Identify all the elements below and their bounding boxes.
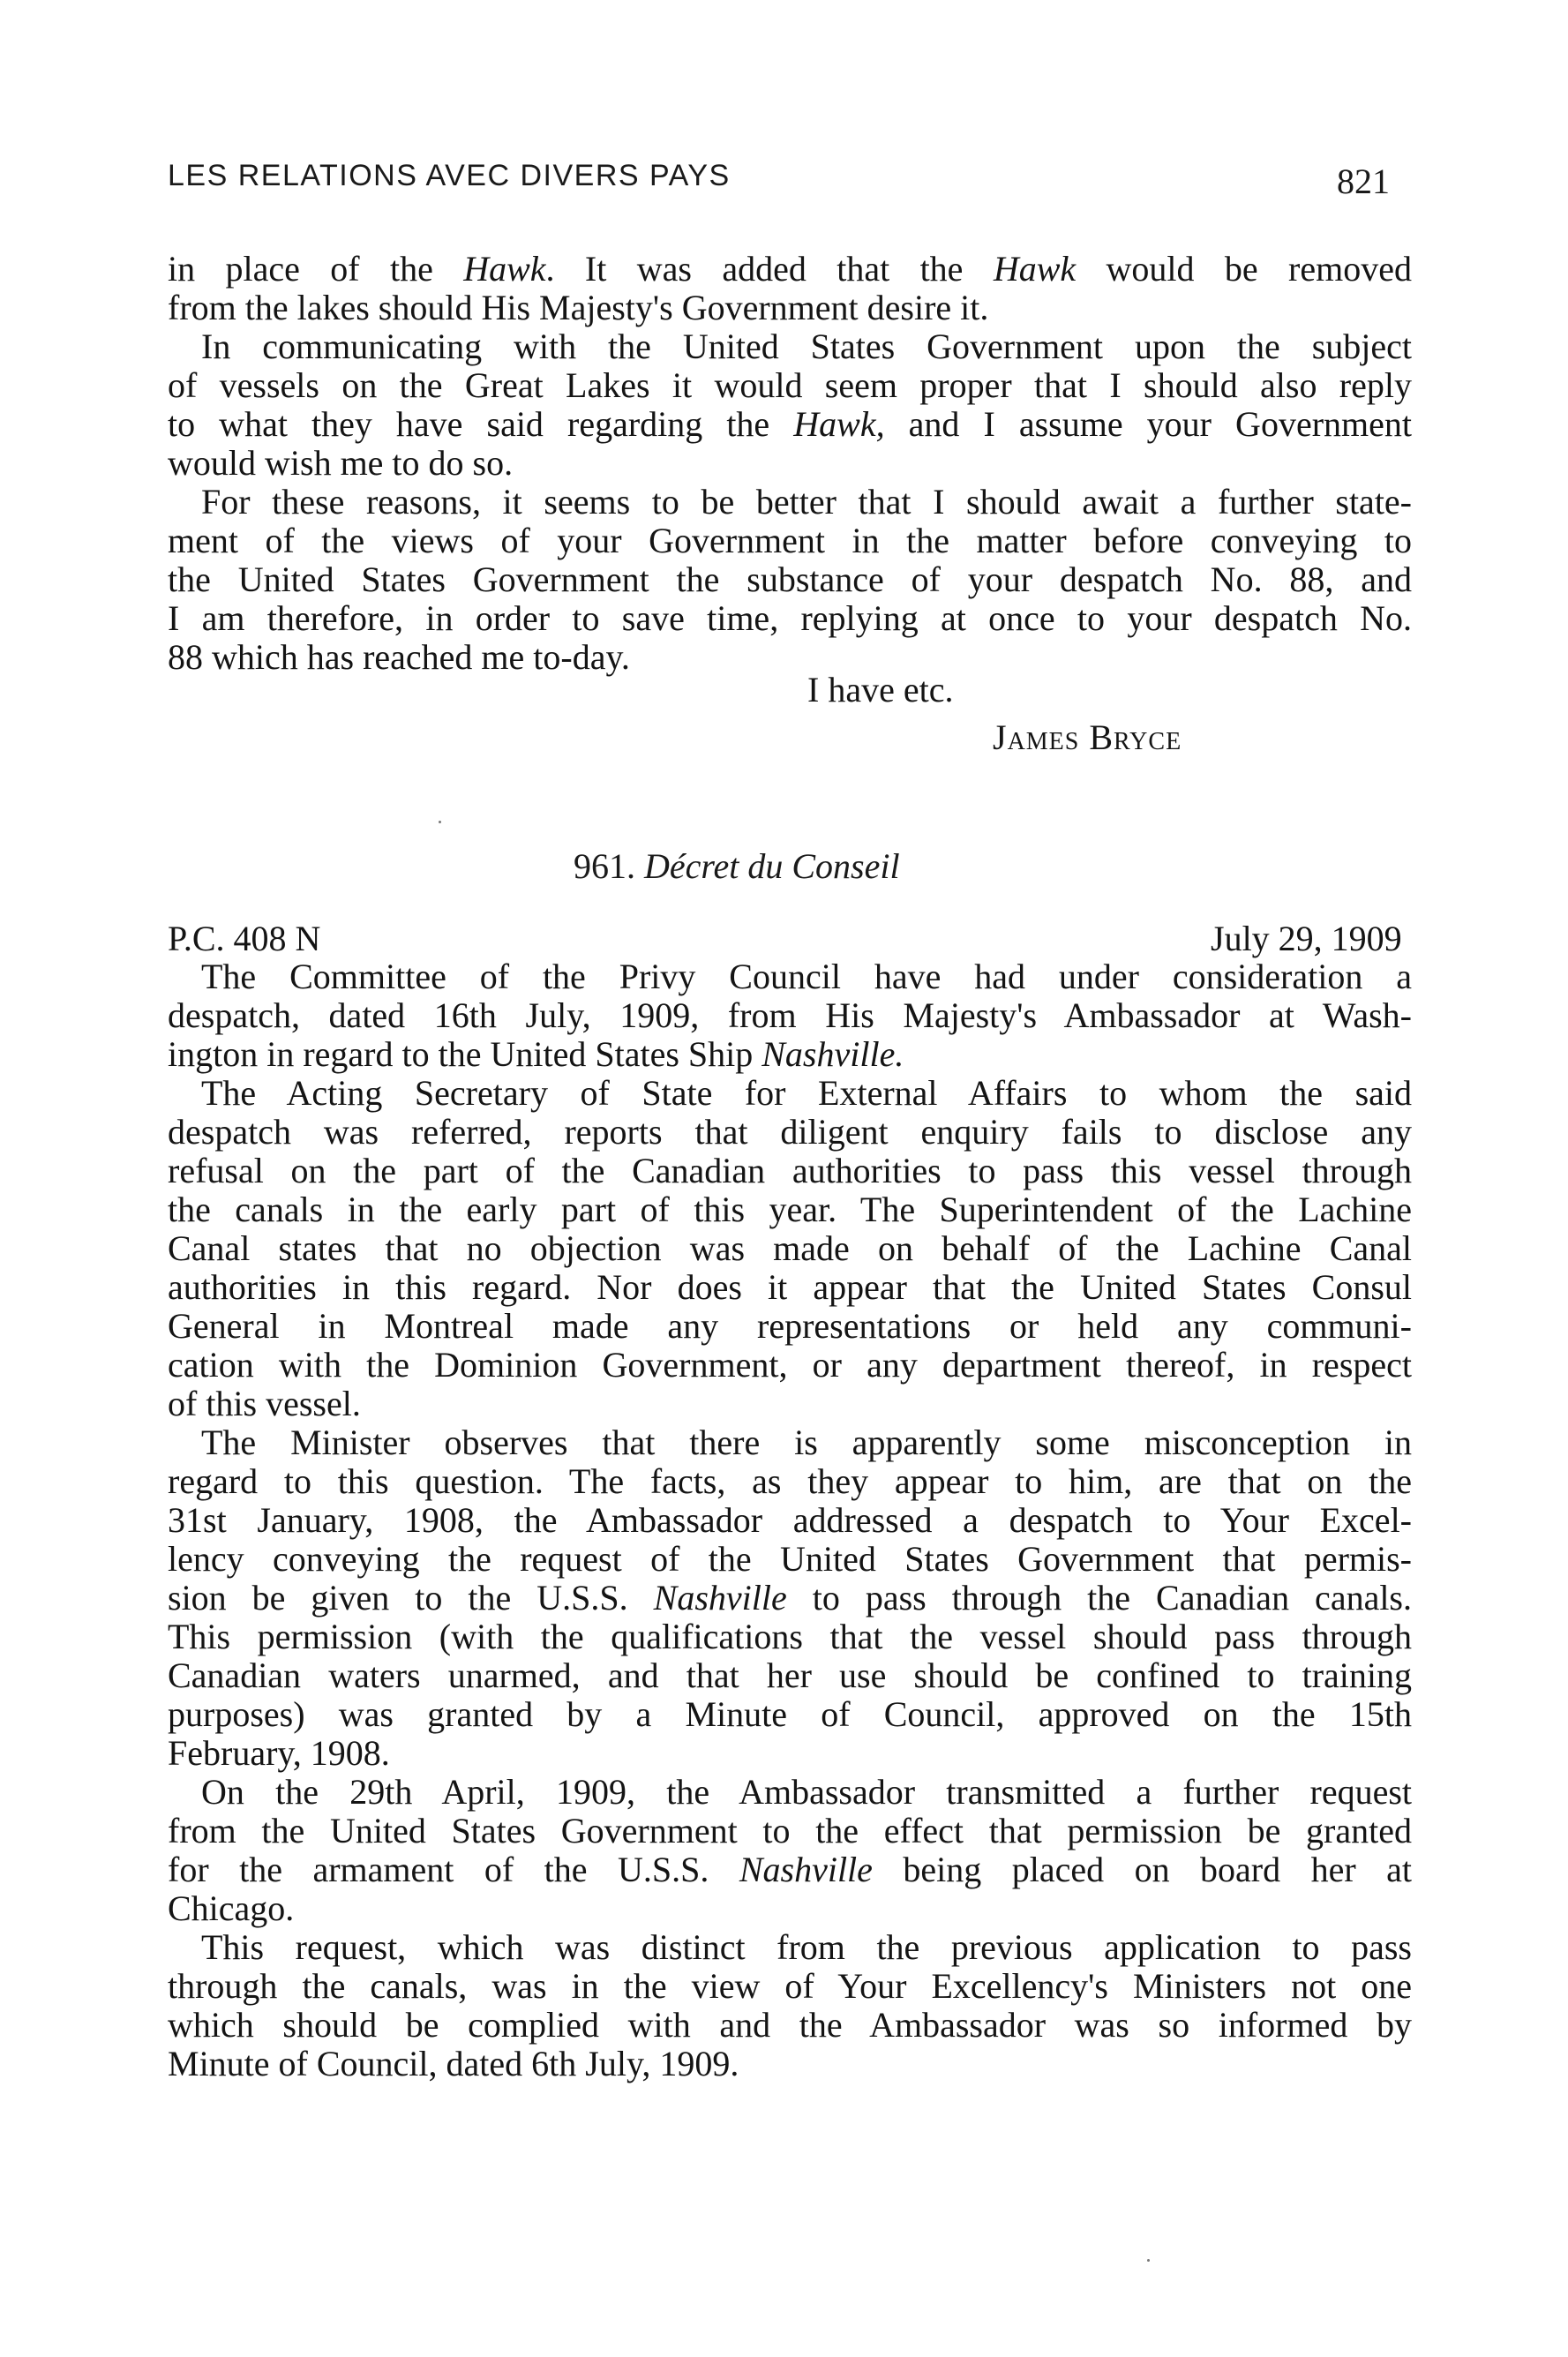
body-line: The Committee of the Privy Council have had under consideration a xyxy=(201,957,1412,996)
body-line: lency conveying the request of the United States Government that permis- xyxy=(168,1539,1412,1579)
body-line: Canal states that no objection was made on behalf of the Lachine Canal xyxy=(168,1228,1412,1268)
speck xyxy=(439,821,441,823)
body-line: from the United States Government to the effect that permission be granted xyxy=(168,1811,1412,1850)
letter-line: I am therefore, in order to save time, replying at once to your despatch No. xyxy=(168,598,1412,638)
page-number: 821 xyxy=(1337,161,1390,201)
body-line: for the armament of the U.S.S. Nashville being placed on board her at xyxy=(168,1850,1412,1889)
letter-line: to what they have said regarding the Hawk, and I assume your Government xyxy=(168,404,1413,444)
body-line: through the canals, was in the view of Your Excellency's Ministers not one xyxy=(168,1966,1412,2006)
body-line: Canadian waters unarmed, and that her use should be confined to training xyxy=(168,1655,1412,1695)
body-line: The Acting Secretary of State for External Affairs to whom the said xyxy=(201,1073,1412,1113)
body-line: cation with the Dominion Government, or any department thereof, in respect xyxy=(168,1345,1412,1385)
running-title: LES RELATIONS AVEC DIVERS PAYS xyxy=(168,159,731,192)
letter-signature: James Bryce xyxy=(993,717,1182,757)
body-line: The Minister observes that there is apparently some misconception in xyxy=(201,1422,1412,1462)
letter-line: For these reasons, it seems to be better that I should await a further state- xyxy=(201,482,1412,522)
document-reference: P.C. 408 N xyxy=(168,919,321,958)
body-line: sion be given to the U.S.S. Nashville to pass through the Canadian canals. xyxy=(168,1578,1413,1618)
body-line: despatch was referred, reports that diligent enquiry fails to disclose any xyxy=(168,1112,1412,1152)
body-line: General in Montreal made any representations or held any communi- xyxy=(168,1306,1412,1346)
letter-closing: I have etc. xyxy=(807,670,954,709)
body-line: authorities in this regard. Nor does it appear that the United States Consul xyxy=(168,1267,1412,1307)
letter-line: of vessels on the Great Lakes it would seem proper that I should also reply xyxy=(168,365,1412,405)
body-line: Minute of Council, dated 6th July, 1909. xyxy=(168,2044,739,2083)
body-line: purposes) was granted by a Minute of Council, approved on the 15th xyxy=(168,1694,1412,1734)
body-line: of this vessel. xyxy=(168,1384,361,1423)
document-date: July 29, 1909 xyxy=(1211,919,1402,958)
document-heading: 961. Décret du Conseil xyxy=(574,846,900,886)
body-line: Chicago. xyxy=(168,1888,295,1928)
letter-line: from the lakes should His Majesty's Government desire it. xyxy=(168,288,989,327)
body-line: which should be complied with and the Ambassador was so informed by xyxy=(168,2005,1412,2045)
letter-line: the United States Government the substance of your despatch No. 88, and xyxy=(168,559,1412,599)
letter-line: In communicating with the United States Government upon the subject xyxy=(201,327,1412,366)
letter-line: in place of the Hawk. It was added that the Hawk would be removed xyxy=(168,249,1412,289)
letter-line: 88 which has reached me to-day. xyxy=(168,637,630,677)
body-line: regard to this question. The facts, as they appear to him, are that on the xyxy=(168,1461,1412,1501)
speck xyxy=(1147,2259,1150,2262)
body-line: This permission (with the qualifications that the vessel should pass through xyxy=(168,1617,1412,1656)
body-line: This request, which was distinct from the previous application to pass xyxy=(201,1927,1412,1967)
letter-line: would wish me to do so. xyxy=(168,443,514,483)
body-line: February, 1908. xyxy=(168,1733,390,1773)
body-line: ington in regard to the United States Ship Nashville. xyxy=(168,1034,904,1074)
letter-text xyxy=(168,250,1412,677)
decree-body xyxy=(168,957,1412,2083)
body-line: the canals in the early part of this year. The Superintendent of the Lachine xyxy=(168,1190,1412,1229)
letter-line: ment of the views of your Government in the matter before conveying to xyxy=(168,521,1412,560)
body-line: On the 29th April, 1909, the Ambassador transmitted a further request xyxy=(201,1772,1412,1812)
body-line: refusal on the part of the Canadian authorities to pass this vessel through xyxy=(168,1151,1412,1190)
body-line: despatch, dated 16th July, 1909, from His Majesty's Ambassador at Wash- xyxy=(168,995,1412,1035)
body-line: 31st January, 1908, the Ambassador addressed a despatch to Your Excel- xyxy=(168,1500,1412,1540)
